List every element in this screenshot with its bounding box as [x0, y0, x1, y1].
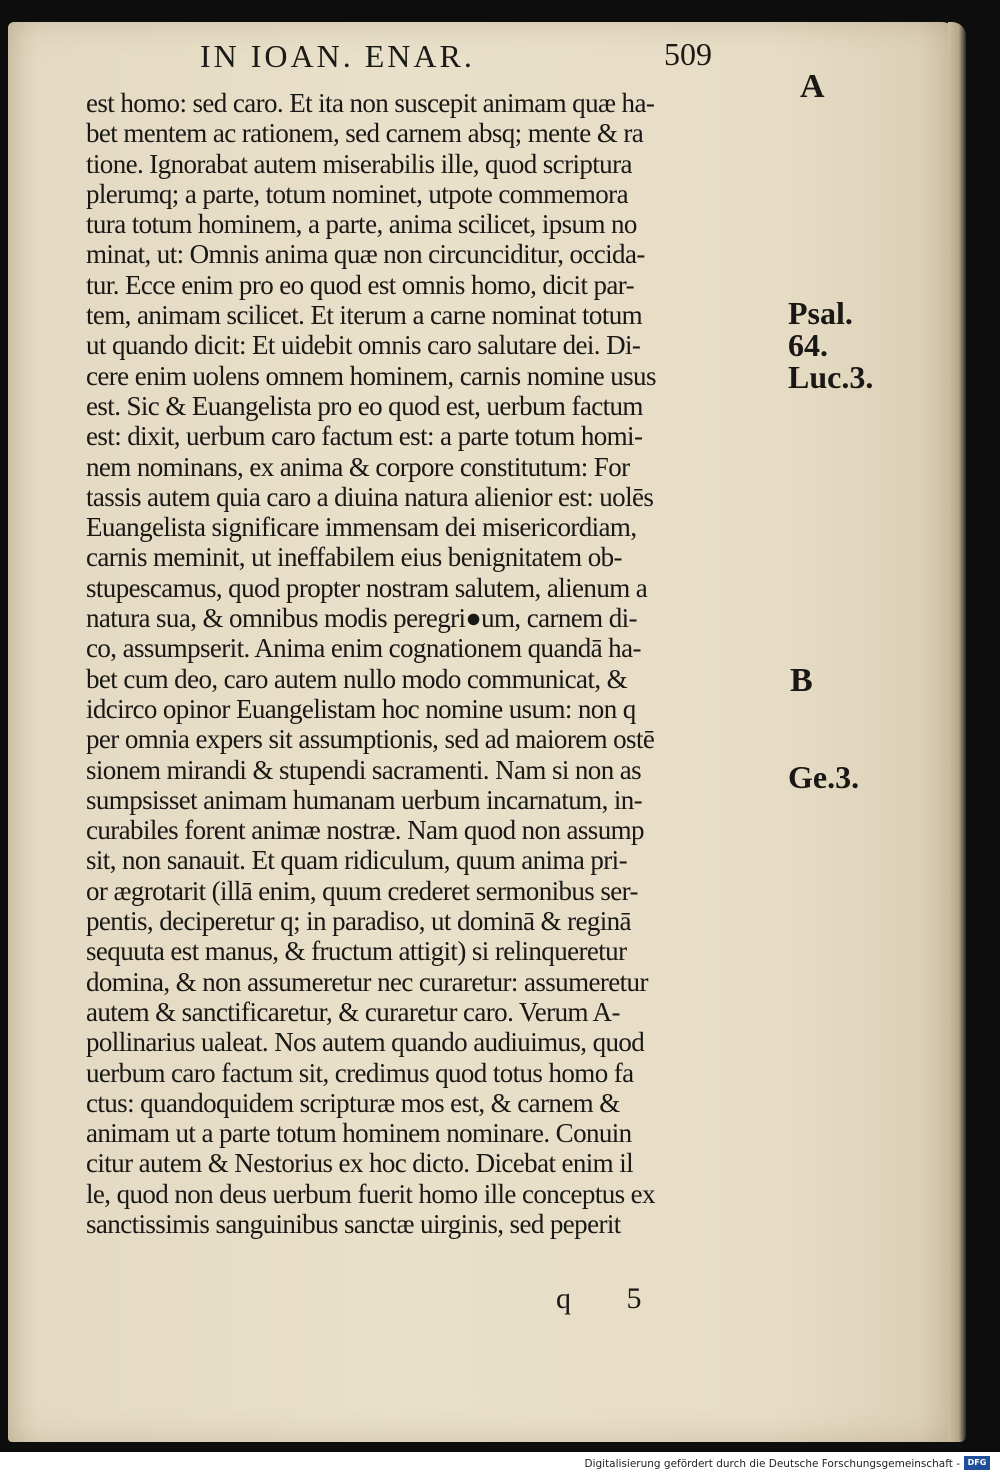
text-line: est: dixit, uerbum caro factum est: a parte totum homi- [86, 421, 643, 452]
text-line: pentis, deciperetur q; in paradiso, ut dominā & reginā [86, 906, 631, 937]
text-line: stupescamus, quod propter nostram salutem, alienum a [86, 572, 648, 603]
text-line: curabiles forent animæ nostræ. Nam quod non assump [86, 815, 644, 846]
text-line: tem, animam scilicet. Et iterum a carne nominat totum [86, 300, 643, 331]
text-line: Euangelista significare immensam dei misericordiam, [86, 512, 637, 543]
text-line: natura sua, & omnibus modis peregri●um, carnem di- [86, 603, 637, 634]
text-line: sequuta est manus, & fructum attigit) si relinqueretur [86, 936, 627, 967]
text-line: cere enim uolens omnem hominem, carnis nomine usus [86, 360, 656, 391]
text-line: tassis autem quia caro a diuina natura alienior est: uolēs [86, 481, 654, 512]
text-line: tione. Ignorabat autem miserabilis ille, quod scriptura [86, 148, 632, 179]
text-line: uerbum caro factum sit, credimus quod totus homo fa [86, 1057, 634, 1088]
margin-letter-a: A [800, 68, 825, 105]
text-line: tura totum hominem, a parte, anima scilicet, ipsum no [86, 209, 637, 240]
text-line: pollinarius ualeat. Nos autem quando audiuimus, quod [86, 1027, 645, 1058]
text-line: tur. Ecce enim pro eo quod est omnis homo, dicit par- [86, 269, 635, 300]
text-line: idcirco opinor Euangelistam hoc nomine usum: non q [86, 693, 636, 724]
text-line: plerumq; a parte, totum nominet, utpote commemora [86, 178, 628, 209]
margin-ref-psal-number: 64. [788, 327, 828, 363]
text-line: bet mentem ac rationem, sed carnem absq; mente & ra [86, 118, 644, 149]
signature-mark: q 5 [556, 1282, 666, 1315]
digitization-credit: Digitalisierung gefördert durch die Deutsche Forschungsgemeinschaft - [584, 1458, 960, 1470]
text-line: or ægrotarit (illā enim, quum crederet sermonibus ser- [86, 875, 638, 906]
text-line: ctus: quandoquidem scripturæ mos est, & carnem & [86, 1087, 620, 1118]
margin-ref-gen: Ge.3. [788, 759, 860, 795]
text-line: sumpsisset animam humanam uerbum incarnatum, in- [86, 784, 643, 815]
text-line: sanctissimis sanguinibus sanctæ uirginis, sed peperit [86, 1208, 621, 1239]
text-line: ut quando dicit: Et uidebit omnis caro salutare dei. Di- [86, 330, 641, 361]
text-line: est homo: sed caro. Et ita non suscepit animam quæ ha- [86, 88, 655, 118]
text-line: le, quod non deus uerbum fuerit homo ille conceptus ex [86, 1178, 655, 1209]
text-line: nem nominans, ex anima & corpore constitutum: For [86, 451, 630, 482]
text-line: carnis meminit, ut ineffabilem eius benignitatem ob- [86, 542, 622, 573]
page-edge [948, 22, 966, 1442]
text-line: domina, & non assumeretur nec curaretur: assumeretur [86, 966, 648, 997]
page-number: 509 [664, 36, 712, 72]
running-head: IN IOAN. ENAR. [200, 38, 475, 74]
text-line: est. Sic & Euangelista pro eo quod est, uerbum factum [86, 390, 643, 421]
margin-ref-psal: Psal. [788, 295, 853, 331]
margin-letter-b: B [790, 662, 813, 699]
dfg-logo: DFG [964, 1456, 990, 1470]
body-text [86, 88, 766, 1239]
text-line: sit, non sanauit. Et quam ridiculum, quum anima pri- [86, 845, 627, 876]
text-line: bet cum deo, caro autem nullo modo communicat, & [86, 663, 628, 694]
text-line: autem & sanctificaretur, & curaretur caro. Verum A- [86, 996, 620, 1027]
text-line: minat, ut: Omnis anima quæ non circunciditur, occida- [86, 239, 645, 270]
text-line: sionem mirandi & stupendi sacramenti. Nam si non as [86, 754, 642, 785]
text-line: per omnia expers sit assumptionis, sed ad maiorem ostē [86, 724, 655, 755]
margin-ref-luc: Luc.3. [788, 359, 874, 395]
text-line: citur autem & Nestorius ex hoc dicto. Dicebat enim il [86, 1148, 634, 1179]
text-line: co, assumpserit. Anima enim cognationem quandā ha- [86, 633, 641, 664]
text-line: animam ut a parte totum hominem nominare. Conuin [86, 1118, 632, 1149]
